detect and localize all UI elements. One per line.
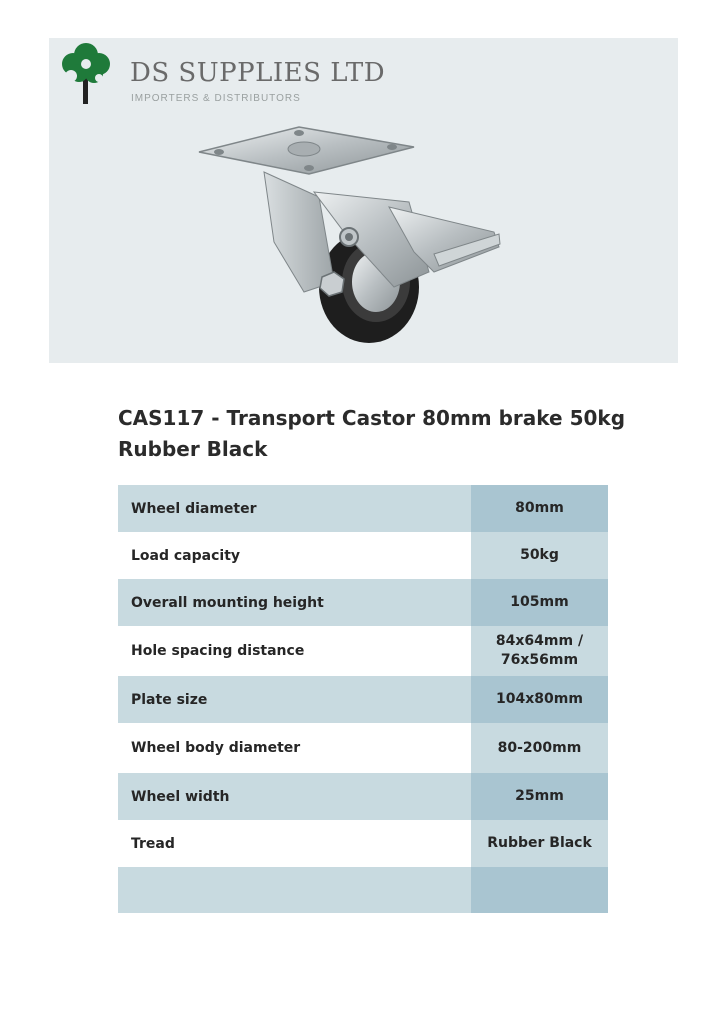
spec-label: Tread xyxy=(118,820,471,867)
spec-value: 80-200mm xyxy=(471,723,608,773)
table-row xyxy=(118,867,608,913)
spec-value: 25mm xyxy=(471,773,608,820)
spec-label xyxy=(118,867,471,913)
spec-label: Wheel body diameter xyxy=(118,723,471,773)
table-row xyxy=(118,579,608,626)
table-row xyxy=(118,773,608,820)
spec-value: 80mm xyxy=(471,485,608,532)
spec-label: Overall mounting height xyxy=(118,579,471,626)
brand-tagline: IMPORTERS & DISTRIBUTORS xyxy=(131,93,301,104)
product-hero xyxy=(49,38,678,363)
spec-label: Load capacity xyxy=(118,532,471,579)
spec-label: Hole spacing distance xyxy=(118,626,471,676)
spec-value: 104x80mm xyxy=(471,676,608,723)
spec-value: 50kg xyxy=(471,532,608,579)
tree-logo-icon xyxy=(59,42,113,106)
spec-value: 84x64mm / 76x56mm xyxy=(471,626,608,676)
spec-table xyxy=(118,485,608,913)
spec-value xyxy=(471,867,608,913)
table-row xyxy=(118,626,608,676)
spec-value: Rubber Black xyxy=(471,820,608,867)
spec-label: Wheel diameter xyxy=(118,485,471,532)
table-row xyxy=(118,532,608,579)
brand-logo xyxy=(59,42,389,112)
brand-name: DS SUPPLIES LTD xyxy=(130,58,386,88)
product-title: CAS117 - Transport Castor 80mm brake 50kg Rubber Black xyxy=(118,406,626,461)
spec-label: Wheel width xyxy=(118,773,471,820)
spec-label: Plate size xyxy=(118,676,471,723)
table-row xyxy=(118,723,608,773)
table-row xyxy=(118,820,608,867)
table-row xyxy=(118,676,608,723)
spec-value: 105mm xyxy=(471,579,608,626)
castor-wheel-icon xyxy=(194,122,514,347)
table-row xyxy=(118,485,608,532)
